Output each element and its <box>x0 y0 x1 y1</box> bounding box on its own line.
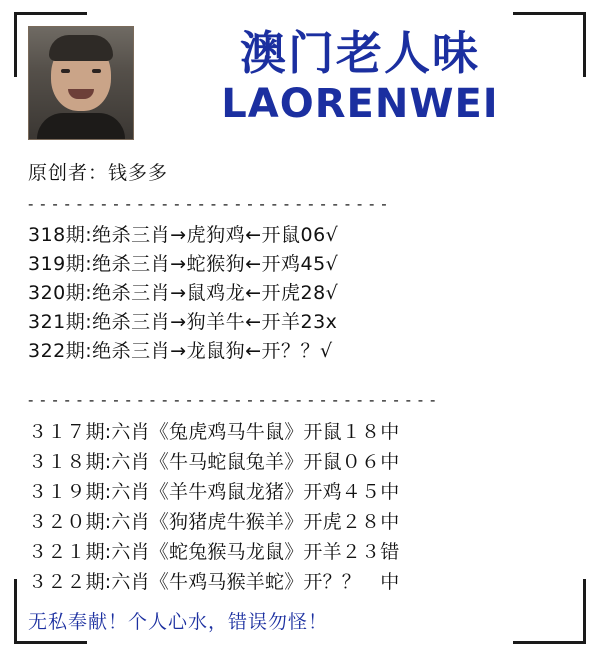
forecast-block-six-animals <box>28 417 572 597</box>
list-item: 322期:绝杀三肖→龙鼠狗←开？？√ <box>28 339 333 362</box>
list-item: ３２１期:六肖《蛇兔猴马龙鼠》开羊２３错 <box>28 541 400 564</box>
list-item: 320期:绝杀三肖→鼠鸡龙←开虎28√ <box>28 281 339 304</box>
list-item: 319期:绝杀三肖→蛇猴狗←开鸡45√ <box>28 252 339 275</box>
avatar-eye-left <box>61 69 70 73</box>
list-item: ３１８期:六肖《牛马蛇鼠兔羊》开鼠０６中 <box>28 451 400 474</box>
avatar-eye-right <box>92 69 101 73</box>
list-item: ３１７期:六肖《兔虎鸡马牛鼠》开鼠１８中 <box>28 421 400 444</box>
avatar-body <box>37 113 125 139</box>
divider-middle: - - - - - - - - - - - - - - - - - - - - - - - - - - - - - - - - - - <box>28 391 437 410</box>
author-line: 原创者：钱多多 <box>28 162 169 184</box>
list-item: ３１９期:六肖《羊牛鸡鼠龙猪》开鸡４５中 <box>28 481 400 504</box>
list-item: ３２０期:六肖《狗猪虎牛猴羊》开虎２８中 <box>28 511 400 534</box>
avatar <box>28 26 134 140</box>
avatar-hair <box>49 35 113 61</box>
list-item: ３２２期:六肖《牛鸡马猴羊蛇》开？？ 中 <box>28 571 400 594</box>
title-group <box>148 26 572 127</box>
page-title-cn: 澳门老人味 <box>240 26 480 80</box>
divider-top: - - - - - - - - - - - - - - - - - - - - - - - - - - - - - - <box>28 195 388 213</box>
footer-note: 无私奉献！个人心水，错误勿怪！ <box>28 611 329 633</box>
list-item: 321期:绝杀三肖→狗羊牛←开羊23x <box>28 310 338 333</box>
page-title-en: LAORENWEI <box>221 80 499 127</box>
poster-header <box>28 26 572 144</box>
list-item: 318期:绝杀三肖→虎狗鸡←开鼠06√ <box>28 224 339 246</box>
forecast-block-three-animals <box>28 221 572 365</box>
